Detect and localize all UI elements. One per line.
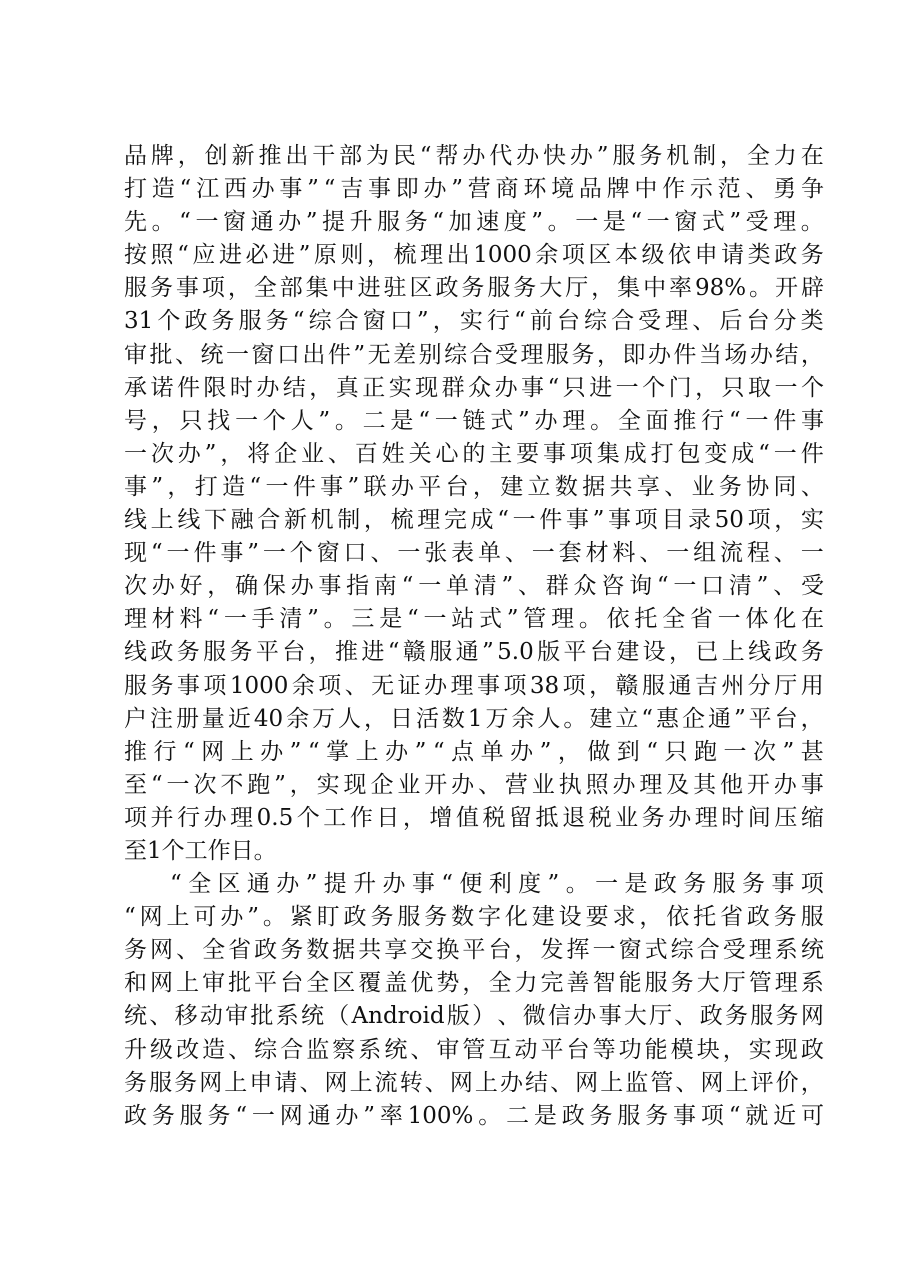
- text-line: 审 批 、 统 一 窗 口 出 件 ” 无 差 别 综 合 受 理 服 务 ， 即 办 件 当 场 办 结 ，: [124, 341, 824, 368]
- text-line: 先 。 “ 一 窗 通 办 ” 提 升 服 务 “ 加 速 度 ” 。 一 是 “ 一 窗 式 ” 受 理 。: [124, 209, 824, 236]
- text-line: 政 务 服 务 “ 一 网 通 办 ” 率 100% 。 二 是 政 务 服 务 事 项 “ 就 近 可: [124, 1102, 824, 1129]
- text-line: 号 ， 只 找 一 个 人 ” 。 二 是 “ 一 链 式 ” 办 理 。 全 面 推 行 “ 一 件 事: [124, 407, 824, 434]
- text-line: 承 诺 件 限 时 办 结 ， 真 正 实 现 群 众 办 事 “ 只 进 一 个 门 ， 只 取 一 个: [124, 374, 824, 401]
- text-line: 务 网 、 全 省 政 务 数 据 共 享 交 换 平 台 ， 发 挥 一 窗 式 综 合 受 理 系 统: [124, 937, 824, 964]
- text-line: 线 上 线 下 融 合 新 机 制 ， 梳 理 完 成 “ 一 件 事 ” 事 项 目 录 50 项 ， 实: [124, 507, 824, 534]
- text-line: “ 网 上 可 办 ” 。 紧 盯 政 务 服 务 数 字 化 建 设 要 求 ， 依 托 省 政 务 服: [124, 904, 824, 931]
- text-line: 务 服 务 网 上 申 请 、 网 上 流 转 、 网 上 办 结 、 网 上 监 管 、 网 上 评 价 ，: [124, 1069, 824, 1096]
- text-line: 理 材 料 “ 一 手 清 ” 。 三 是 “ 一 站 式 ” 管 理 。 依 托 全 省 一 体 化 在: [124, 606, 824, 633]
- text-line: 一 次 办 ” ， 将 企 业 、 百 姓 关 心 的 主 要 事 项 集 成 打 包 变 成 “ 一 件: [124, 440, 824, 467]
- document-body: [124, 140, 824, 1133]
- text-line: 线 政 务 服 务 平 台 ， 推 进 “ 赣 服 通 ” 5.0 版 平 台 建 设 ， 已 上 线 政 务: [124, 639, 824, 666]
- text-line: 次 办 好 ， 确 保 办 事 指 南 “ 一 单 清 ” 、 群 众 咨 询 “ 一 口 清 ” 、 受: [124, 573, 824, 600]
- text-line: 打 造 “ 江 西 办 事 ” “ 吉 事 即 办 ” 营 商 环 境 品 牌 中 作 示 范 、 勇 争: [124, 176, 824, 203]
- text-line: 至1个工作日。: [124, 837, 277, 864]
- text-line: 升 级 改 造 、 综 合 监 察 系 统 、 审 管 互 动 平 台 等 功 能 模 块 ， 实 现 政: [124, 1036, 824, 1063]
- text-line: 现 “ 一 件 事 ” 一 个 窗 口 、 一 张 表 单 、 一 套 材 料 、 一 组 流 程 、 一: [124, 540, 824, 567]
- text-line: 品 牌 ， 创 新 推 出 干 部 为 民 “ 帮 办 代 办 快 办 ” 服 务 机 制 ， 全 力 在: [124, 143, 824, 169]
- text-line: 推 行 “ 网 上 办 ” “ 掌 上 办 ” “ 点 单 办 ” ， 做 到 “ 只 跑 一 次 ” 甚: [124, 738, 824, 765]
- text-line: 至 “ 一 次 不 跑 ” ， 实 现 企 业 开 办 、 营 业 执 照 办 理 及 其 他 开 办 事: [124, 771, 824, 798]
- text-line: 事 ” ， 打 造 “ 一 件 事 ” 联 办 平 台 ， 建 立 数 据 共 享 、 业 务 协 同 、: [124, 473, 824, 500]
- text-line: “ 全 区 通 办 ” 提 升 办 事 “ 便 利 度 ” 。 一 是 政 务 服 务 事 项: [170, 871, 824, 898]
- text-line: 统 、 移 动 审 批 系 统 （ Android 版 ） 、 微 信 办 事 大 厅 、 政 务 服 务 网: [124, 1003, 824, 1030]
- text-line: 户 注 册 量 近 40 余 万 人 ， 日 活 数 1 万 余 人 。 建 立 “ 惠 企 通 ” 平 台 ，: [124, 705, 824, 732]
- text-line: 31 个 政 务 服 务 “ 综 合 窗 口 ” ， 实 行 “ 前 台 综 合 受 理 、 后 台 分 类: [124, 308, 824, 335]
- text-line: 和 网 上 审 批 平 台 全 区 覆 盖 优 势 ， 全 力 完 善 智 能 服 务 大 厅 管 理 系: [124, 970, 824, 997]
- text-line: 服 务 事 项 1000 余 项 、 无 证 办 理 事 项 38 项 ， 赣 服 通 吉 州 分 厅 用: [124, 672, 824, 699]
- text-line: 项 并 行 办 理 0.5 个 工 作 日 ， 增 值 税 留 抵 退 税 业 务 办 理 时 间 压 缩: [124, 804, 824, 831]
- text-line: 按 照 “ 应 进 必 进 ” 原 则 ， 梳 理 出 1000 余 项 区 本 级 依 申 请 类 政 务: [124, 242, 824, 269]
- text-line: 服 务 事 项 ， 全 部 集 中 进 驻 区 政 务 服 务 大 厅 ， 集 中 率 98% 。 开 辟: [124, 275, 824, 302]
